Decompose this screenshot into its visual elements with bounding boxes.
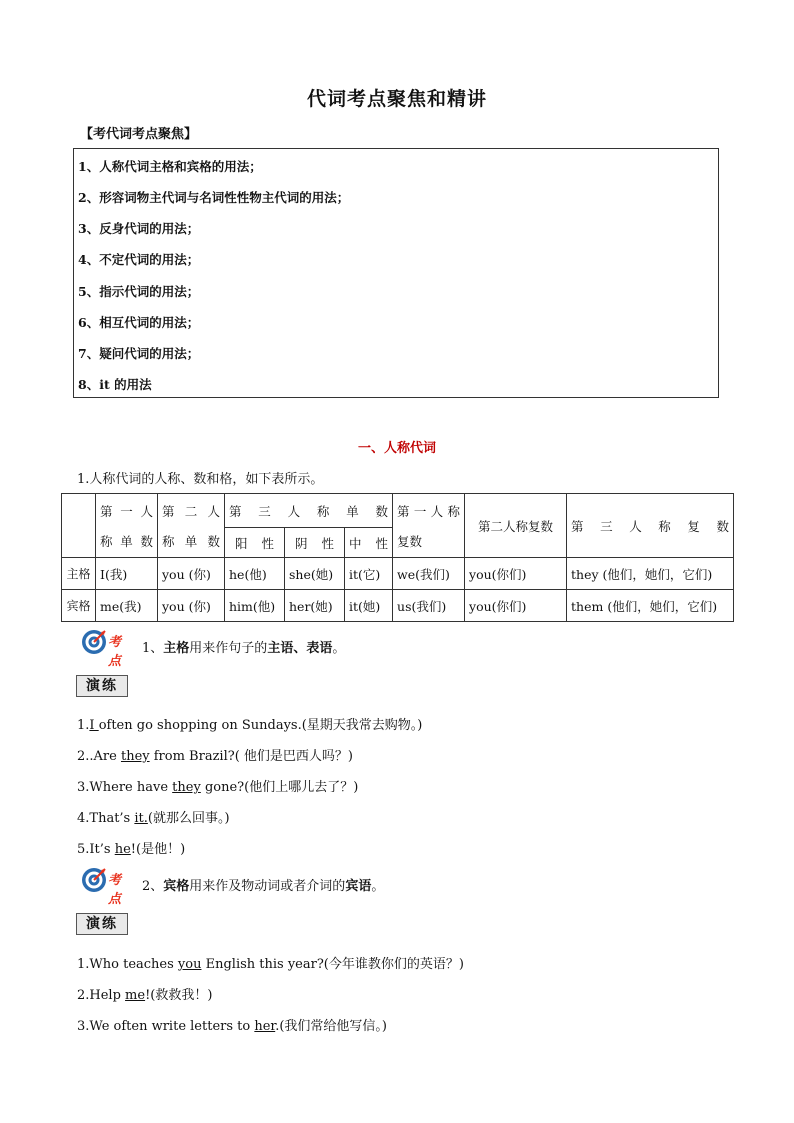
header-feminine: 阴性 bbox=[285, 528, 345, 558]
point-label: 考点 bbox=[108, 873, 122, 907]
table-corner bbox=[62, 494, 96, 558]
practice-label: 演练 bbox=[76, 675, 128, 697]
example-sentence: 4.That’s it.(就那么回事。) bbox=[77, 811, 230, 826]
focus-heading: 【考代词考点聚焦】 bbox=[80, 127, 198, 142]
focus-item: 7、疑问代词的用法； bbox=[78, 346, 200, 361]
focus-box bbox=[73, 148, 719, 398]
table-cell: us(我们) bbox=[393, 590, 465, 622]
focus-item: 3、反身代词的用法； bbox=[78, 221, 200, 236]
focus-item: 4、不定代词的用法； bbox=[78, 252, 200, 267]
example-sentence: 5.It’s he!(是他！) bbox=[77, 842, 186, 857]
header-third-singular: 第三人称单数 bbox=[225, 494, 393, 528]
table-cell: I(我) bbox=[96, 558, 158, 590]
header-first-plural: 第一人称 复数 bbox=[393, 494, 465, 558]
table-cell: him(他) bbox=[225, 590, 285, 622]
example-sentence: 2.Help me!(救救我！) bbox=[77, 988, 213, 1003]
focus-item: 1、人称代词主格和宾格的用法； bbox=[78, 159, 262, 174]
page-title: 代词考点聚焦和精讲 bbox=[306, 88, 487, 110]
practice-label: 演练 bbox=[76, 913, 128, 935]
focus-item: 2、形容词物主代词与名词性性物主代词的用法； bbox=[78, 190, 350, 205]
target-icon bbox=[80, 866, 108, 894]
header-second-plural: 第二人称复数 bbox=[465, 494, 567, 558]
table-cell: it(它) bbox=[345, 558, 393, 590]
focus-item: 5、指示代词的用法； bbox=[78, 284, 200, 299]
table-cell: you(你们) bbox=[465, 590, 567, 622]
example-sentence: 1.I often go shopping on Sundays.(星期天我常去购物。) bbox=[77, 718, 423, 733]
table-cell: you(你们) bbox=[465, 558, 567, 590]
header-neuter: 中性 bbox=[345, 528, 393, 558]
table-cell: me(我) bbox=[96, 590, 158, 622]
example-sentence: 1.Who teaches you English this year?(今年谁教你们的英语？) bbox=[77, 957, 464, 972]
table-cell: we(我们) bbox=[393, 558, 465, 590]
section-title: 一、人称代词 bbox=[357, 441, 436, 456]
focus-item: 8、it 的用法 bbox=[78, 377, 152, 392]
table-cell: it(她) bbox=[345, 590, 393, 622]
header-second-singular: 第二人 称单数 bbox=[158, 494, 225, 558]
pronoun-table bbox=[61, 493, 734, 622]
table-cell: you (你) bbox=[158, 590, 225, 622]
table-row bbox=[62, 558, 734, 590]
point-text: 2、宾格用来作及物动词或者介词的宾语。 bbox=[142, 879, 385, 894]
header-third-plural: 第三人称复数 bbox=[567, 494, 734, 558]
focus-item: 6、相互代词的用法； bbox=[78, 315, 200, 330]
example-sentence: 3.We often write letters to her.(我们常给他写信。) bbox=[77, 1019, 387, 1034]
row-label: 宾格 bbox=[62, 590, 96, 622]
table-cell: them (他们，她们，它们) bbox=[567, 590, 734, 622]
table-cell: he(他) bbox=[225, 558, 285, 590]
header-masculine: 阳性 bbox=[225, 528, 285, 558]
example-sentence: 3.Where have they gone?(他们上哪儿去了？) bbox=[77, 780, 359, 795]
target-icon bbox=[80, 628, 108, 656]
table-cell: they (他们，她们，它们) bbox=[567, 558, 734, 590]
intro-text: 1.人称代词的人称、数和格，如下表所示。 bbox=[77, 472, 324, 487]
table-cell: she(她) bbox=[285, 558, 345, 590]
point-text: 1、主格用来作句子的主语、表语。 bbox=[142, 641, 346, 656]
table-row bbox=[62, 590, 734, 622]
table-cell: her(她) bbox=[285, 590, 345, 622]
table-cell: you (你) bbox=[158, 558, 225, 590]
row-label: 主格 bbox=[62, 558, 96, 590]
point-label: 考点 bbox=[108, 635, 122, 669]
example-sentence: 2..Are they from Brazil?( 他们是巴西人吗？) bbox=[77, 749, 353, 764]
header-first-singular: 第一人 称单数 bbox=[96, 494, 158, 558]
